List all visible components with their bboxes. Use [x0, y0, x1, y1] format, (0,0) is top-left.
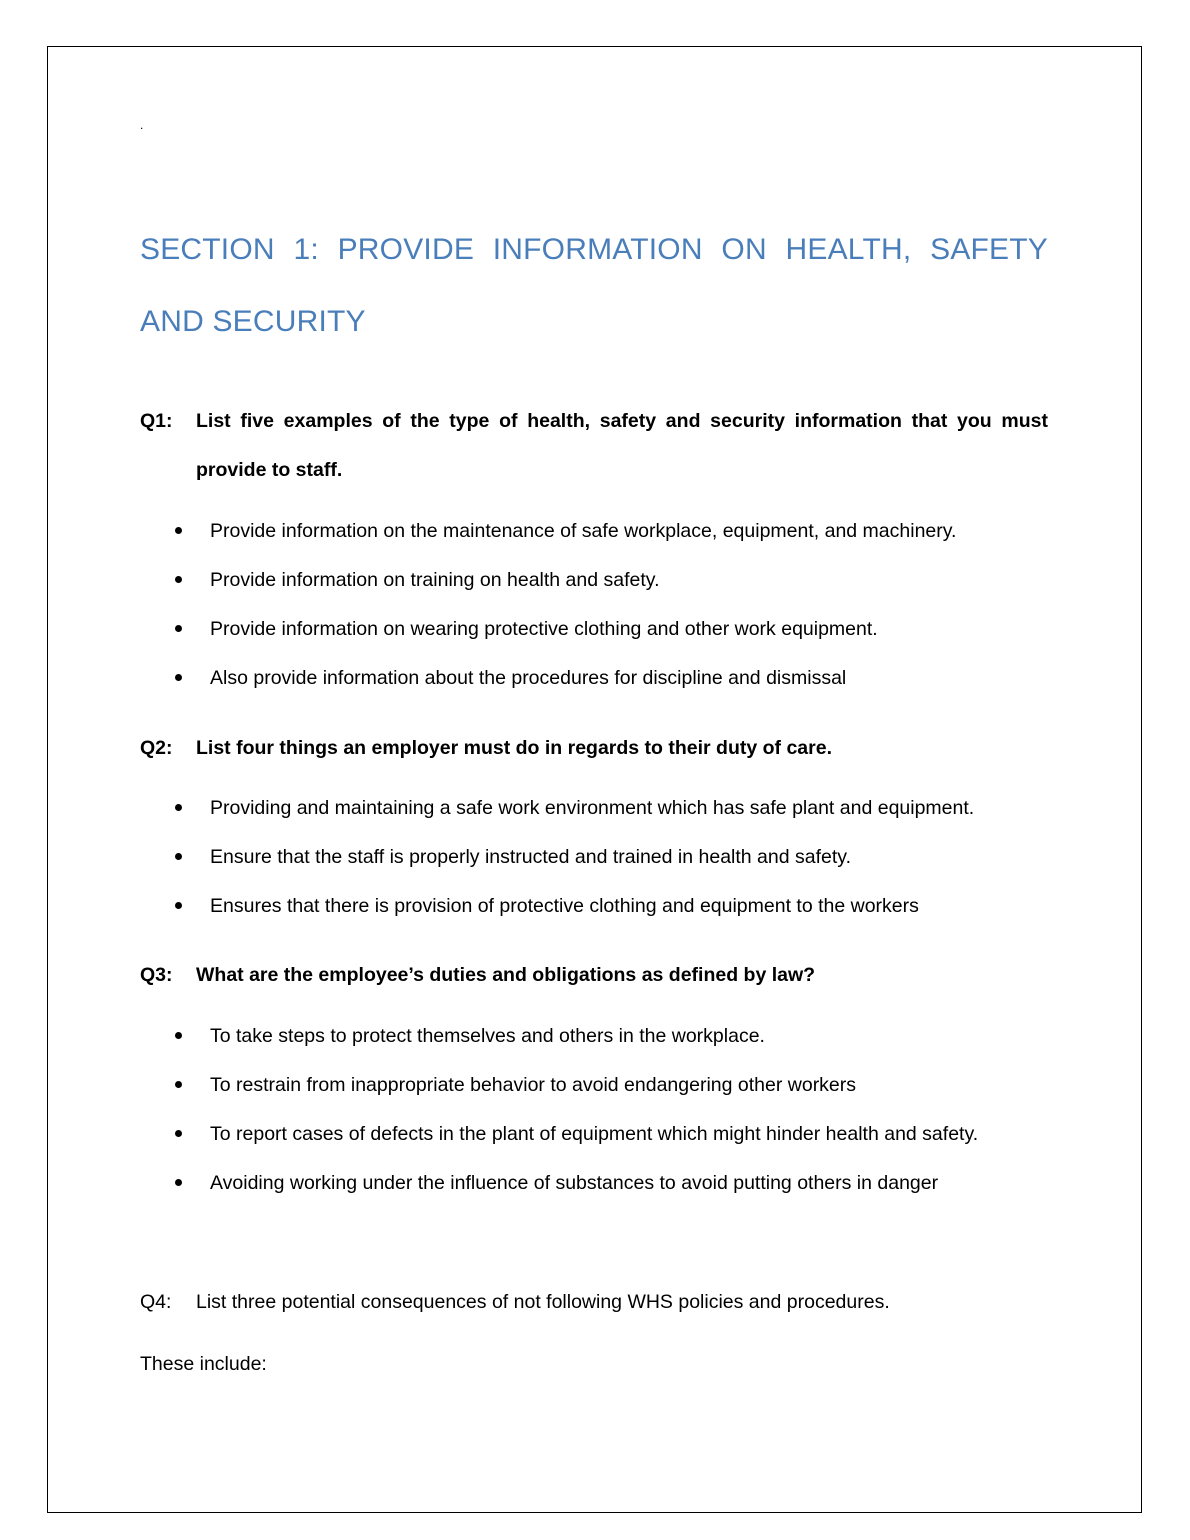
- q2-answer-list: [140, 784, 1048, 931]
- question-3: [140, 951, 1048, 1000]
- list-item: [140, 833, 1048, 882]
- question-text: What are the employee’s duties and obligations as defined by law?: [196, 964, 816, 986]
- bullet-icon: [175, 674, 182, 681]
- question-2: [140, 724, 1048, 773]
- list-item-text: Providing and maintaining a safe work environment which has safe plant and equipment.: [210, 797, 975, 819]
- closing-text: These include:: [140, 1353, 267, 1375]
- list-item: [140, 654, 1048, 703]
- question-text: List three potential consequences of not following WHS policies and procedures.: [196, 1291, 890, 1313]
- list-item-text: Also provide information about the procedures for discipline and dismissal: [210, 667, 847, 689]
- list-item: [140, 784, 1048, 833]
- bullet-icon: [175, 1032, 182, 1039]
- list-item-text: Avoiding working under the influence of substances to avoid putting others in danger: [210, 1172, 939, 1194]
- bullet-icon: [175, 625, 182, 632]
- dot-mark: .: [140, 118, 144, 132]
- question-label: Q4:: [140, 1291, 172, 1313]
- list-item: [140, 1012, 1048, 1061]
- question-label: Q3:: [140, 964, 173, 986]
- question-4: [140, 1278, 1048, 1327]
- bullet-icon: [175, 527, 182, 534]
- list-item-text: Provide information on the maintenance of safe workplace, equipment, and machinery.: [210, 520, 957, 542]
- list-item-text: Ensure that the staff is properly instructed and trained in health and safety.: [210, 846, 851, 868]
- list-item: [140, 507, 1048, 556]
- bullet-icon: [175, 1130, 182, 1137]
- question-text: List five examples of the type of health, safety and security information that you must provide to staff.: [196, 410, 1048, 481]
- list-item: [140, 1110, 1048, 1159]
- bullet-icon: [175, 902, 182, 909]
- list-item-text: To restrain from inappropriate behavior to avoid endangering other workers: [210, 1074, 857, 1096]
- list-item-text: To report cases of defects in the plant of equipment which might hinder health and safety.: [210, 1123, 979, 1145]
- question-text: List four things an employer must do in regards to their duty of care.: [196, 737, 832, 759]
- list-item: [140, 882, 1048, 931]
- list-item-text: Ensures that there is provision of protective clothing and equipment to the workers: [210, 895, 919, 917]
- bullet-icon: [175, 804, 182, 811]
- list-item: [140, 1159, 1048, 1208]
- question-label: Q1:: [140, 410, 173, 432]
- list-item-text: To take steps to protect themselves and others in the workplace.: [210, 1025, 765, 1047]
- list-item: [140, 605, 1048, 654]
- bullet-icon: [175, 1179, 182, 1186]
- q3-answer-list: [140, 1012, 1048, 1208]
- list-item-text: Provide information on wearing protective clothing and other work equipment.: [210, 618, 878, 640]
- list-item: [140, 1061, 1048, 1110]
- question-label: Q2:: [140, 737, 173, 759]
- bullet-icon: [175, 576, 182, 583]
- list-item: [140, 556, 1048, 605]
- bullet-icon: [175, 853, 182, 860]
- bullet-icon: [175, 1081, 182, 1088]
- list-item-text: Provide information on training on health and safety.: [210, 569, 660, 591]
- question-1: [140, 397, 1048, 495]
- q1-answer-list: [140, 507, 1048, 703]
- section-title: SECTION 1: PROVIDE INFORMATION ON HEALTH, SAFETY AND SECURITY: [140, 233, 1048, 338]
